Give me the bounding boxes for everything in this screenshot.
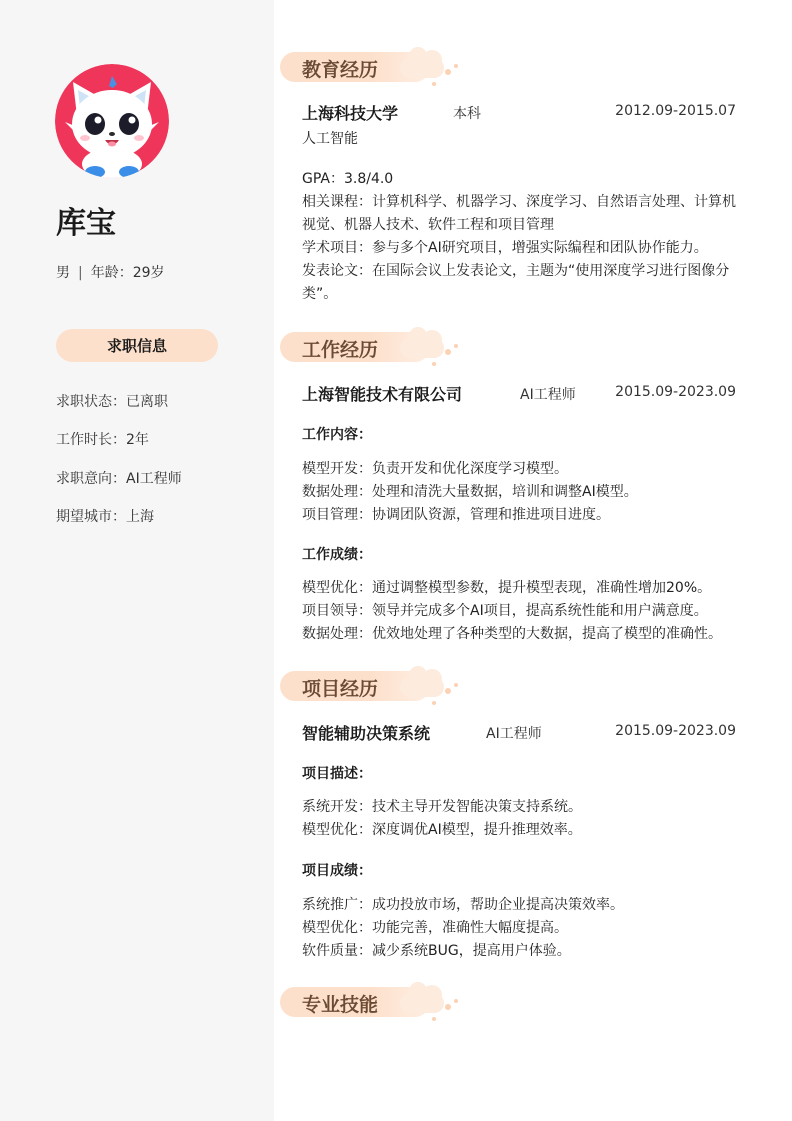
work-duration: 工作时长：2年 — [56, 432, 149, 448]
education-row — [302, 101, 736, 125]
job-intent-heading: 求职信息 — [56, 329, 218, 362]
cloud-decoration-icon — [398, 46, 468, 88]
project-heading: 项目经历 — [302, 678, 379, 700]
gpa: GPA：3.8/4.0 — [302, 171, 394, 187]
work-content-item: 数据处理：处理和清洗大量数据，培训和调整AI模型。 — [302, 484, 638, 500]
work-row — [302, 382, 736, 406]
project-name: 智能辅助决策系统 — [302, 724, 431, 743]
skills-heading: 专业技能 — [302, 994, 379, 1016]
gender: 男 — [56, 265, 70, 281]
papers-line-1: 发表论文：在国际会议上发表论文，主题为“使用深度学习进行图像分 — [302, 263, 730, 279]
age: 年龄：29岁 — [90, 265, 165, 281]
project-result-item: 模型优化：功能完善，准确性大幅度提高。 — [302, 920, 568, 936]
project-row — [302, 721, 736, 745]
project-desc-item: 模型优化：深度调优AI模型，提升推理效率。 — [302, 822, 582, 838]
papers-line-2: 类”。 — [302, 286, 338, 302]
work-result-item: 模型优化：通过调整模型参数，提升模型表现，准确性增加20%。 — [302, 580, 712, 596]
work-date: 2015.09-2023.09 — [615, 384, 736, 400]
project-desc-item: 系统开发：技术主导开发智能决策支持系统。 — [302, 799, 582, 815]
project-result-item: 系统推广：成功投放市场，帮助企业提高决策效率。 — [302, 897, 624, 913]
degree: 本科 — [453, 106, 481, 122]
work-result-item: 项目领导：领导并完成多个AI项目，提高系统性能和用户满意度。 — [302, 603, 708, 619]
work-role: AI工程师 — [520, 387, 576, 403]
skills-section-header — [280, 985, 480, 1021]
info-separator: | — [78, 265, 83, 281]
courses-line-2: 视觉、机器人技术、软件工程和项目管理 — [302, 217, 554, 233]
major: 人工智能 — [302, 131, 358, 147]
project-results-label: 项目成绩： — [302, 863, 372, 879]
work-content-label: 工作内容： — [302, 427, 372, 443]
cloud-decoration-icon — [398, 665, 468, 707]
desired-city: 期望城市：上海 — [56, 509, 154, 525]
company-name: 上海智能技术有限公司 — [302, 385, 463, 404]
job-status: 求职状态：已离职 — [56, 394, 168, 410]
work-section-header — [280, 330, 480, 366]
candidate-name: 库宝 — [56, 206, 116, 241]
project-role: AI工程师 — [486, 726, 542, 742]
desired-position: 求职意向：AI工程师 — [56, 471, 182, 487]
education-date: 2012.09-2015.07 — [615, 103, 736, 119]
school-name: 上海科技大学 — [302, 104, 399, 123]
work-heading: 工作经历 — [302, 339, 379, 361]
work-results-label: 工作成绩： — [302, 547, 372, 563]
education-heading: 教育经历 — [302, 59, 379, 81]
project-section-header — [280, 669, 480, 705]
cloud-decoration-icon — [398, 981, 468, 1023]
cloud-decoration-icon — [398, 326, 468, 368]
project-date: 2015.09-2023.09 — [615, 723, 736, 739]
academic-projects: 学术项目：参与多个AI研究项目，增强实际编程和团队协作能力。 — [302, 240, 708, 256]
work-content-item: 项目管理：协调团队资源，管理和推进项目进度。 — [302, 507, 610, 523]
project-desc-label: 项目描述： — [302, 766, 372, 782]
work-result-item: 数据处理：优效地处理了各种类型的大数据，提高了模型的准确性。 — [302, 626, 722, 642]
courses-line-1: 相关课程：计算机科学、机器学习、深度学习、自然语言处理、计算机 — [302, 194, 736, 210]
work-content-item: 模型开发：负责开发和优化深度学习模型。 — [302, 461, 568, 477]
education-section-header — [280, 50, 480, 86]
project-result-item: 软件质量：减少系统BUG，提高用户体验。 — [302, 943, 571, 959]
